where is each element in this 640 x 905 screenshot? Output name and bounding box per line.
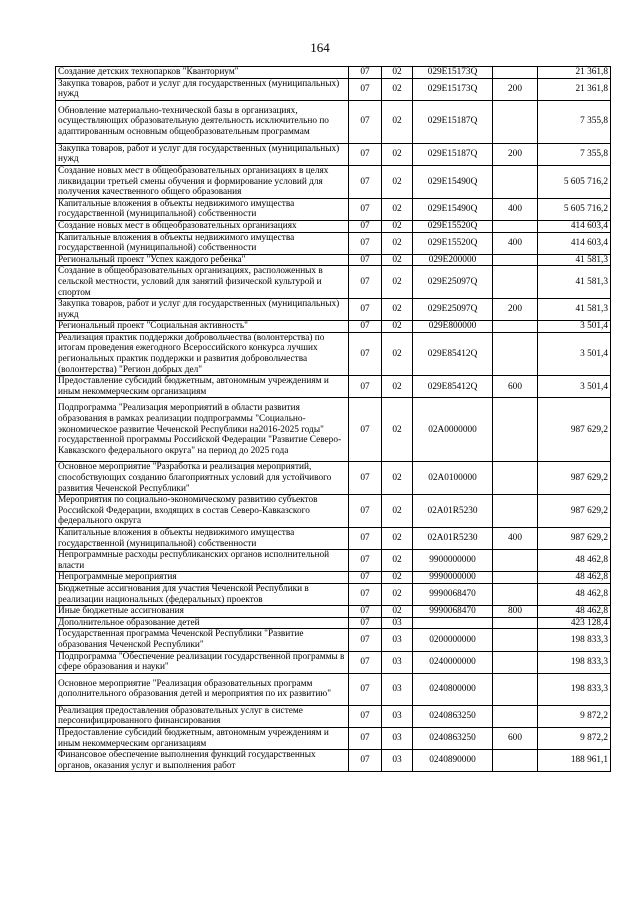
amount: 987 629,2 bbox=[538, 495, 611, 528]
section-code: 07 bbox=[349, 550, 382, 572]
table-row bbox=[56, 232, 611, 254]
target-article-code: 029E200000 bbox=[413, 254, 493, 266]
section-code: 07 bbox=[349, 100, 382, 143]
expense-name: Дополнительное образование детей bbox=[56, 617, 349, 629]
target-article-code: 029E15187Q bbox=[413, 143, 493, 165]
expense-type-code bbox=[493, 398, 538, 462]
subsection-code: 02 bbox=[382, 100, 413, 143]
amount: 188 961,1 bbox=[538, 750, 611, 772]
table-row bbox=[56, 673, 611, 705]
amount: 48 462,8 bbox=[538, 583, 611, 605]
expense-name: Государственная программа Чеченской Республики "Развитие образования Чеченской Республики" bbox=[56, 629, 349, 651]
table-row bbox=[56, 462, 611, 495]
target-article-code: 02А01R5230 bbox=[413, 528, 493, 550]
table-row bbox=[56, 78, 611, 100]
section-code: 07 bbox=[349, 572, 382, 584]
amount: 5 605 716,2 bbox=[538, 198, 611, 220]
target-article-code: 029E15187Q bbox=[413, 100, 493, 143]
expense-name: Обновление материально-технической базы в организациях, осуществляющих образовательную деятельность исключительно по адаптированным основным общеобразовательным программам bbox=[56, 100, 349, 143]
subsection-code: 02 bbox=[382, 332, 413, 375]
table-row bbox=[56, 100, 611, 143]
target-article-code: 9900000000 bbox=[413, 550, 493, 572]
target-article-code: 0200000000 bbox=[413, 629, 493, 651]
expense-name: Подпрограмма "Реализация мероприятий в области развития образования в рамках реализации подпрограммы "Социально-экономическое развитие Чеченской Республики на2016-2025 годы" государственной программы Российской Федерации "Развитие Северо-Кавказского федерального округа" на период до 2025 года bbox=[56, 398, 349, 462]
expense-name: Подпрограмма "Обеспечение реализации государственной программы в сфере образования и науки" bbox=[56, 651, 349, 673]
subsection-code: 02 bbox=[382, 583, 413, 605]
expense-name: Закупка товаров, работ и услуг для государственных (муниципальных) нужд bbox=[56, 299, 349, 321]
target-article-code: 029E15173Q bbox=[413, 78, 493, 100]
target-article-code: 0240863250 bbox=[413, 727, 493, 749]
expense-name: Закупка товаров, работ и услуг для государственных (муниципальных) нужд bbox=[56, 78, 349, 100]
amount: 198 833,3 bbox=[538, 673, 611, 705]
target-article-code: 9990068470 bbox=[413, 583, 493, 605]
subsection-code: 03 bbox=[382, 705, 413, 727]
subsection-code: 03 bbox=[382, 651, 413, 673]
expense-type-code bbox=[493, 629, 538, 651]
expense-type-code bbox=[493, 332, 538, 375]
expense-name: Реализация предоставления образовательных услуг в системе персонифицированного финансирования bbox=[56, 705, 349, 727]
table-row bbox=[56, 165, 611, 198]
expense-type-code bbox=[493, 67, 538, 79]
expense-type-code: 400 bbox=[493, 198, 538, 220]
table-row bbox=[56, 67, 611, 79]
page-number: 164 bbox=[310, 40, 330, 55]
expense-type-code: 400 bbox=[493, 232, 538, 254]
expense-type-code bbox=[493, 254, 538, 266]
table-row bbox=[56, 495, 611, 528]
expense-type-code: 200 bbox=[493, 299, 538, 321]
expense-name: Непрограммные расходы республиканских органов исполнительной власти bbox=[56, 550, 349, 572]
amount: 987 629,2 bbox=[538, 528, 611, 550]
amount: 198 833,3 bbox=[538, 629, 611, 651]
table-row bbox=[56, 617, 611, 629]
expense-type-code bbox=[493, 165, 538, 198]
target-article-code: 02А0000000 bbox=[413, 398, 493, 462]
subsection-code: 02 bbox=[382, 550, 413, 572]
amount: 198 833,3 bbox=[538, 651, 611, 673]
section-code: 07 bbox=[349, 583, 382, 605]
amount: 414 603,4 bbox=[538, 232, 611, 254]
target-article-code: 029E25097Q bbox=[413, 299, 493, 321]
expense-name: Региональный проект "Успех каждого ребенка" bbox=[56, 254, 349, 266]
table-row bbox=[56, 321, 611, 333]
expense-type-code bbox=[493, 673, 538, 705]
subsection-code: 02 bbox=[382, 462, 413, 495]
target-article-code: 029E15490Q bbox=[413, 198, 493, 220]
section-code: 07 bbox=[349, 750, 382, 772]
subsection-code: 02 bbox=[382, 232, 413, 254]
subsection-code: 02 bbox=[382, 165, 413, 198]
target-article-code: 029E85412Q bbox=[413, 332, 493, 375]
subsection-code: 02 bbox=[382, 220, 413, 232]
expense-type-code bbox=[493, 321, 538, 333]
table-row bbox=[56, 606, 611, 618]
amount: 21 361,8 bbox=[538, 78, 611, 100]
target-article-code: 0240863250 bbox=[413, 705, 493, 727]
expense-type-code bbox=[493, 705, 538, 727]
amount: 41 581,3 bbox=[538, 266, 611, 299]
target-article-code: 029E15490Q bbox=[413, 165, 493, 198]
expense-name: Непрограммные мероприятия bbox=[56, 572, 349, 584]
amount: 41 581,3 bbox=[538, 299, 611, 321]
section-code: 07 bbox=[349, 321, 382, 333]
target-article-code: 0240890000 bbox=[413, 750, 493, 772]
amount: 3 501,4 bbox=[538, 321, 611, 333]
target-article-code: 029E800000 bbox=[413, 321, 493, 333]
expense-type-code bbox=[493, 617, 538, 629]
subsection-code: 02 bbox=[382, 254, 413, 266]
target-article-code: 0240000000 bbox=[413, 651, 493, 673]
target-article-code: 9990000000 bbox=[413, 572, 493, 584]
section-code: 07 bbox=[349, 266, 382, 299]
section-code: 07 bbox=[349, 220, 382, 232]
subsection-code: 03 bbox=[382, 629, 413, 651]
section-code: 07 bbox=[349, 254, 382, 266]
expense-type-code: 600 bbox=[493, 727, 538, 749]
expense-type-code: 400 bbox=[493, 528, 538, 550]
expense-type-code: 600 bbox=[493, 376, 538, 398]
section-code: 07 bbox=[349, 705, 382, 727]
amount: 48 462,8 bbox=[538, 572, 611, 584]
expense-name: Финансовое обеспечение выполнения функций государственных органов, оказания услуг и выполнения работ bbox=[56, 750, 349, 772]
section-code: 07 bbox=[349, 332, 382, 375]
section-code: 07 bbox=[349, 495, 382, 528]
table-row bbox=[56, 143, 611, 165]
amount: 48 462,8 bbox=[538, 606, 611, 618]
subsection-code: 02 bbox=[382, 299, 413, 321]
section-code: 07 bbox=[349, 617, 382, 629]
amount: 48 462,8 bbox=[538, 550, 611, 572]
target-article-code: 9990068470 bbox=[413, 606, 493, 618]
expense-type-code bbox=[493, 495, 538, 528]
section-code: 07 bbox=[349, 67, 382, 79]
expense-type-code bbox=[493, 100, 538, 143]
target-article-code: 02А0100000 bbox=[413, 462, 493, 495]
expense-name: Предоставление субсидий бюджетным, автономным учреждениям и иным некоммерческим организациям bbox=[56, 727, 349, 749]
amount: 21 361,8 bbox=[538, 67, 611, 79]
expense-type-code bbox=[493, 550, 538, 572]
expense-name: Капитальные вложения в объекты недвижимого имущества государственной (муниципальной) собственности bbox=[56, 528, 349, 550]
amount: 7 355,8 bbox=[538, 100, 611, 143]
expense-type-code: 200 bbox=[493, 143, 538, 165]
subsection-code: 02 bbox=[382, 198, 413, 220]
target-article-code: 0240800000 bbox=[413, 673, 493, 705]
expense-type-code bbox=[493, 583, 538, 605]
expense-name: Создание новых мест в общеобразовательных организациях в целях ликвидации третьей смены обучения и формирование условий для получения качественного общего образования bbox=[56, 165, 349, 198]
target-article-code: 029E25097Q bbox=[413, 266, 493, 299]
amount: 5 605 716,2 bbox=[538, 165, 611, 198]
subsection-code: 02 bbox=[382, 321, 413, 333]
subsection-code: 03 bbox=[382, 727, 413, 749]
expense-name: Реализация практик поддержки добровольчества (волонтерства) по итогам проведения ежегодного Всероссийского конкурса лучших региональных практик поддержки и развития добровольчества (волонтерства) "Регион добрых дел" bbox=[56, 332, 349, 375]
subsection-code: 02 bbox=[382, 398, 413, 462]
expense-name: Капитальные вложения в объекты недвижимого имущества государственной (муниципальной) собственности bbox=[56, 232, 349, 254]
subsection-code: 02 bbox=[382, 528, 413, 550]
section-code: 07 bbox=[349, 78, 382, 100]
amount: 987 629,2 bbox=[538, 462, 611, 495]
subsection-code: 02 bbox=[382, 376, 413, 398]
expense-name: Создание новых мест в общеобразовательных организациях bbox=[56, 220, 349, 232]
expense-type-code: 200 bbox=[493, 78, 538, 100]
table-row bbox=[56, 629, 611, 651]
amount: 987 629,2 bbox=[538, 398, 611, 462]
amount: 423 128,4 bbox=[538, 617, 611, 629]
subsection-code: 02 bbox=[382, 143, 413, 165]
expense-name: Создание детских технопарков "Кванториум" bbox=[56, 67, 349, 79]
target-article-code: 029E85412Q bbox=[413, 376, 493, 398]
section-code: 07 bbox=[349, 606, 382, 618]
table-row bbox=[56, 198, 611, 220]
table-row bbox=[56, 266, 611, 299]
subsection-code: 02 bbox=[382, 606, 413, 618]
expense-type-code: 800 bbox=[493, 606, 538, 618]
table-row bbox=[56, 651, 611, 673]
amount: 9 872,2 bbox=[538, 727, 611, 749]
subsection-code: 02 bbox=[382, 67, 413, 79]
expense-type-code bbox=[493, 462, 538, 495]
section-code: 07 bbox=[349, 198, 382, 220]
expense-name: Основное мероприятие "Реализация образовательных программ дополнительного образования детей и мероприятия по их развитию" bbox=[56, 673, 349, 705]
section-code: 07 bbox=[349, 462, 382, 495]
table-row bbox=[56, 332, 611, 375]
amount: 414 603,4 bbox=[538, 220, 611, 232]
table-row bbox=[56, 220, 611, 232]
subsection-code: 02 bbox=[382, 266, 413, 299]
expense-type-code bbox=[493, 572, 538, 584]
amount: 9 872,2 bbox=[538, 705, 611, 727]
target-article-code: 029E15173Q bbox=[413, 67, 493, 79]
target-article-code: 02А01R5230 bbox=[413, 495, 493, 528]
target-article-code: 029E15520Q bbox=[413, 232, 493, 254]
expense-name: Бюджетные ассигнования для участия Чеченской Республики в реализации национальных (федеральных) проектов bbox=[56, 583, 349, 605]
table-row bbox=[56, 727, 611, 749]
expense-name: Региональный проект "Социальная активность" bbox=[56, 321, 349, 333]
table-row bbox=[56, 583, 611, 605]
subsection-code: 03 bbox=[382, 673, 413, 705]
expense-name: Иные бюджетные ассигнования bbox=[56, 606, 349, 618]
table-row bbox=[56, 398, 611, 462]
amount: 41 581,3 bbox=[538, 254, 611, 266]
subsection-code: 03 bbox=[382, 617, 413, 629]
section-code: 07 bbox=[349, 629, 382, 651]
table-row bbox=[56, 528, 611, 550]
table-row bbox=[56, 572, 611, 584]
section-code: 07 bbox=[349, 143, 382, 165]
expense-name: Предоставление субсидий бюджетным, автономным учреждениям и иным некоммерческим организациям bbox=[56, 376, 349, 398]
subsection-code: 02 bbox=[382, 495, 413, 528]
table-row bbox=[56, 750, 611, 772]
section-code: 07 bbox=[349, 165, 382, 198]
section-code: 07 bbox=[349, 299, 382, 321]
section-code: 07 bbox=[349, 727, 382, 749]
section-code: 07 bbox=[349, 398, 382, 462]
expense-type-code bbox=[493, 750, 538, 772]
expense-name: Капитальные вложения в объекты недвижимого имущества государственной (муниципальной) собственности bbox=[56, 198, 349, 220]
section-code: 07 bbox=[349, 528, 382, 550]
expense-name: Закупка товаров, работ и услуг для государственных (муниципальных) нужд bbox=[56, 143, 349, 165]
budget-table bbox=[55, 66, 611, 772]
section-code: 07 bbox=[349, 232, 382, 254]
amount: 3 501,4 bbox=[538, 376, 611, 398]
table-row bbox=[56, 705, 611, 727]
section-code: 07 bbox=[349, 651, 382, 673]
subsection-code: 02 bbox=[382, 78, 413, 100]
subsection-code: 03 bbox=[382, 750, 413, 772]
expense-name: Основное мероприятие "Разработка и реализация мероприятий, способствующих созданию благоприятных условий для устойчивого развития Чеченской Республики" bbox=[56, 462, 349, 495]
expense-name: Создание в общеобразовательных организациях, расположенных в сельской местности, условий для занятий физической культурой и спортом bbox=[56, 266, 349, 299]
amount: 7 355,8 bbox=[538, 143, 611, 165]
section-code: 07 bbox=[349, 673, 382, 705]
table-row bbox=[56, 376, 611, 398]
target-article-code bbox=[413, 617, 493, 629]
expense-type-code bbox=[493, 220, 538, 232]
target-article-code: 029E15520Q bbox=[413, 220, 493, 232]
table-row bbox=[56, 299, 611, 321]
expense-type-code bbox=[493, 651, 538, 673]
amount: 3 501,4 bbox=[538, 332, 611, 375]
expense-type-code bbox=[493, 266, 538, 299]
table-row bbox=[56, 550, 611, 572]
section-code: 07 bbox=[349, 376, 382, 398]
expense-name: Мероприятия по социально-экономическому развитию субъектов Российской Федерации, входящих в состав Северо-Кавказского федерального округа bbox=[56, 495, 349, 528]
table-row bbox=[56, 254, 611, 266]
subsection-code: 02 bbox=[382, 572, 413, 584]
